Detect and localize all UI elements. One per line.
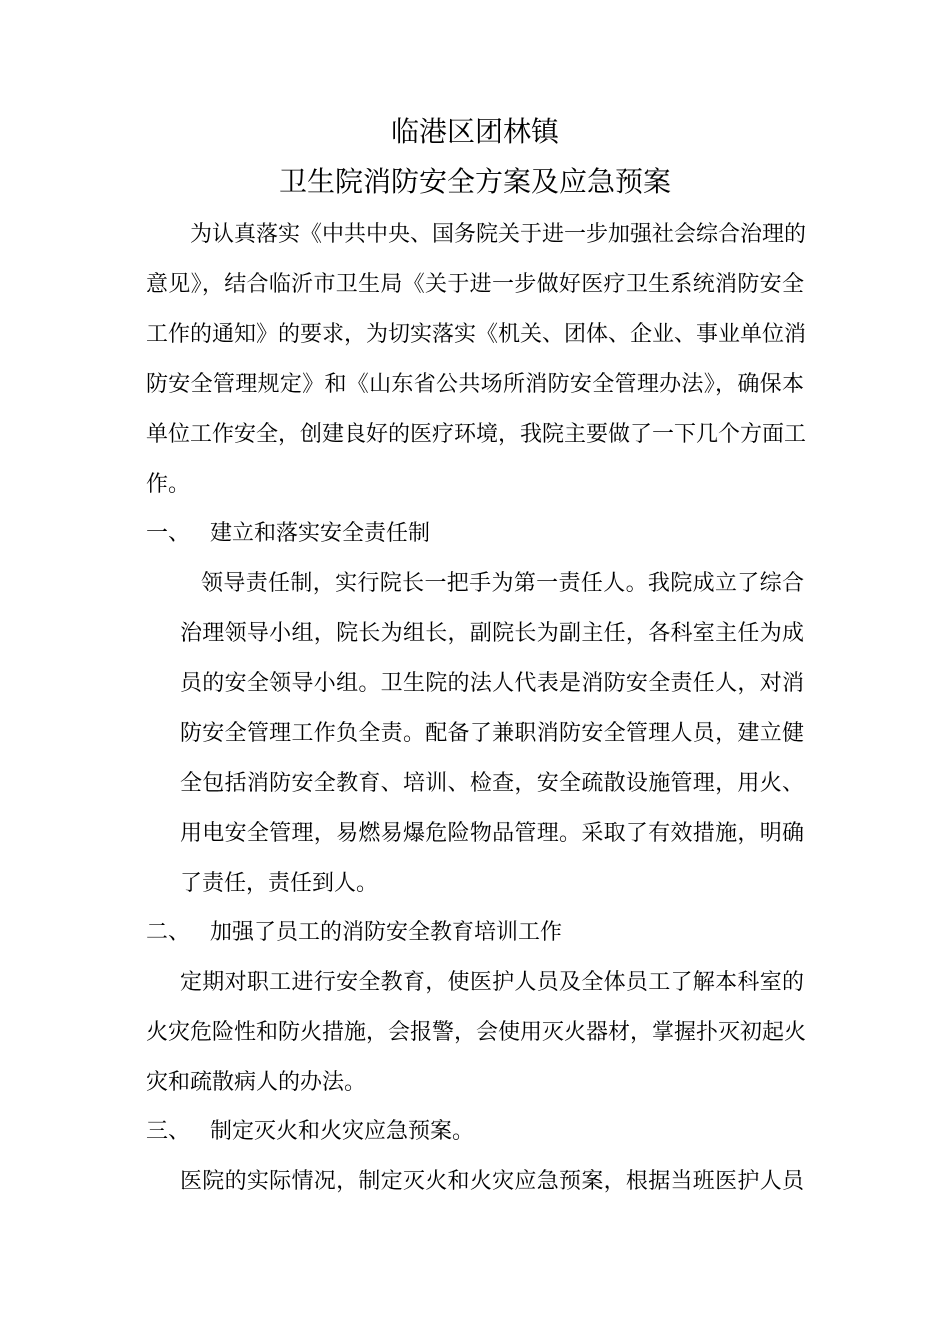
section-number: 三、 — [146, 1119, 191, 1144]
section-line: 用电安全管理，易燃易爆危险物品管理。采取了有效措施，明确 — [180, 821, 804, 846]
section-heading — [146, 519, 430, 549]
intro-line: 防安全管理规定》和《山东省公共场所消防安全管理办法》，确保本 — [146, 372, 804, 397]
section-line: 防安全管理工作负全责。配备了兼职消防安全管理人员，建立健 — [180, 721, 804, 746]
section-heading-text: 建立和落实安全责任制 — [210, 521, 431, 546]
document-title-line2: 卫生院消防安全方案及应急预案 — [278, 165, 671, 198]
section-line: 员的安全领导小组。卫生院的法人代表是消防安全责任人，对消 — [180, 671, 804, 696]
section-heading-text: 制定灭火和火灾应急预案。 — [210, 1119, 475, 1144]
section-heading-text: 加强了员工的消防安全教育培训工作 — [210, 920, 563, 945]
section-line: 了责任，责任到人。 — [180, 871, 379, 896]
document-title-line1: 临港区团林镇 — [390, 115, 559, 148]
section-line: 治理领导小组，院长为组长，副院长为副主任，各科室主任为成 — [180, 621, 804, 646]
section-line: 火灾危险性和防火措施，会报警，会使用灭火器材，掌握扑灭初起火 — [146, 1020, 807, 1045]
section-heading — [146, 918, 562, 948]
intro-line: 为认真落实《中共中央、国务院关于进一步加强社会综合治理的 — [190, 222, 807, 247]
section-number: 二、 — [146, 920, 191, 945]
section-heading — [146, 1117, 474, 1147]
section-line: 医院的实际情况，制定灭火和火灾应急预案，根据当班医护人员 — [180, 1169, 804, 1194]
section-line: 灾和疏散病人的办法。 — [146, 1070, 367, 1095]
section-line: 全包括消防安全教育、培训、检查，安全疏散设施管理，用火、 — [180, 771, 804, 796]
intro-line: 作。 — [146, 472, 191, 497]
section-line: 定期对职工进行安全教育，使医护人员及全体员工了解本科室的 — [180, 970, 804, 995]
section-number: 一、 — [146, 521, 191, 546]
section-line: 领导责任制，实行院长一把手为第一责任人。我院成立了综合 — [201, 571, 804, 596]
intro-line: 工作的通知》的要求，为切实落实《机关、团体、企业、事业单位消 — [146, 322, 807, 347]
intro-line: 意见》，结合临沂市卫生局《关于进一步做好医疗卫生系统消防安全 — [146, 272, 804, 297]
intro-line: 单位工作安全，创建良好的医疗环境，我院主要做了一下几个方面工 — [146, 422, 807, 447]
